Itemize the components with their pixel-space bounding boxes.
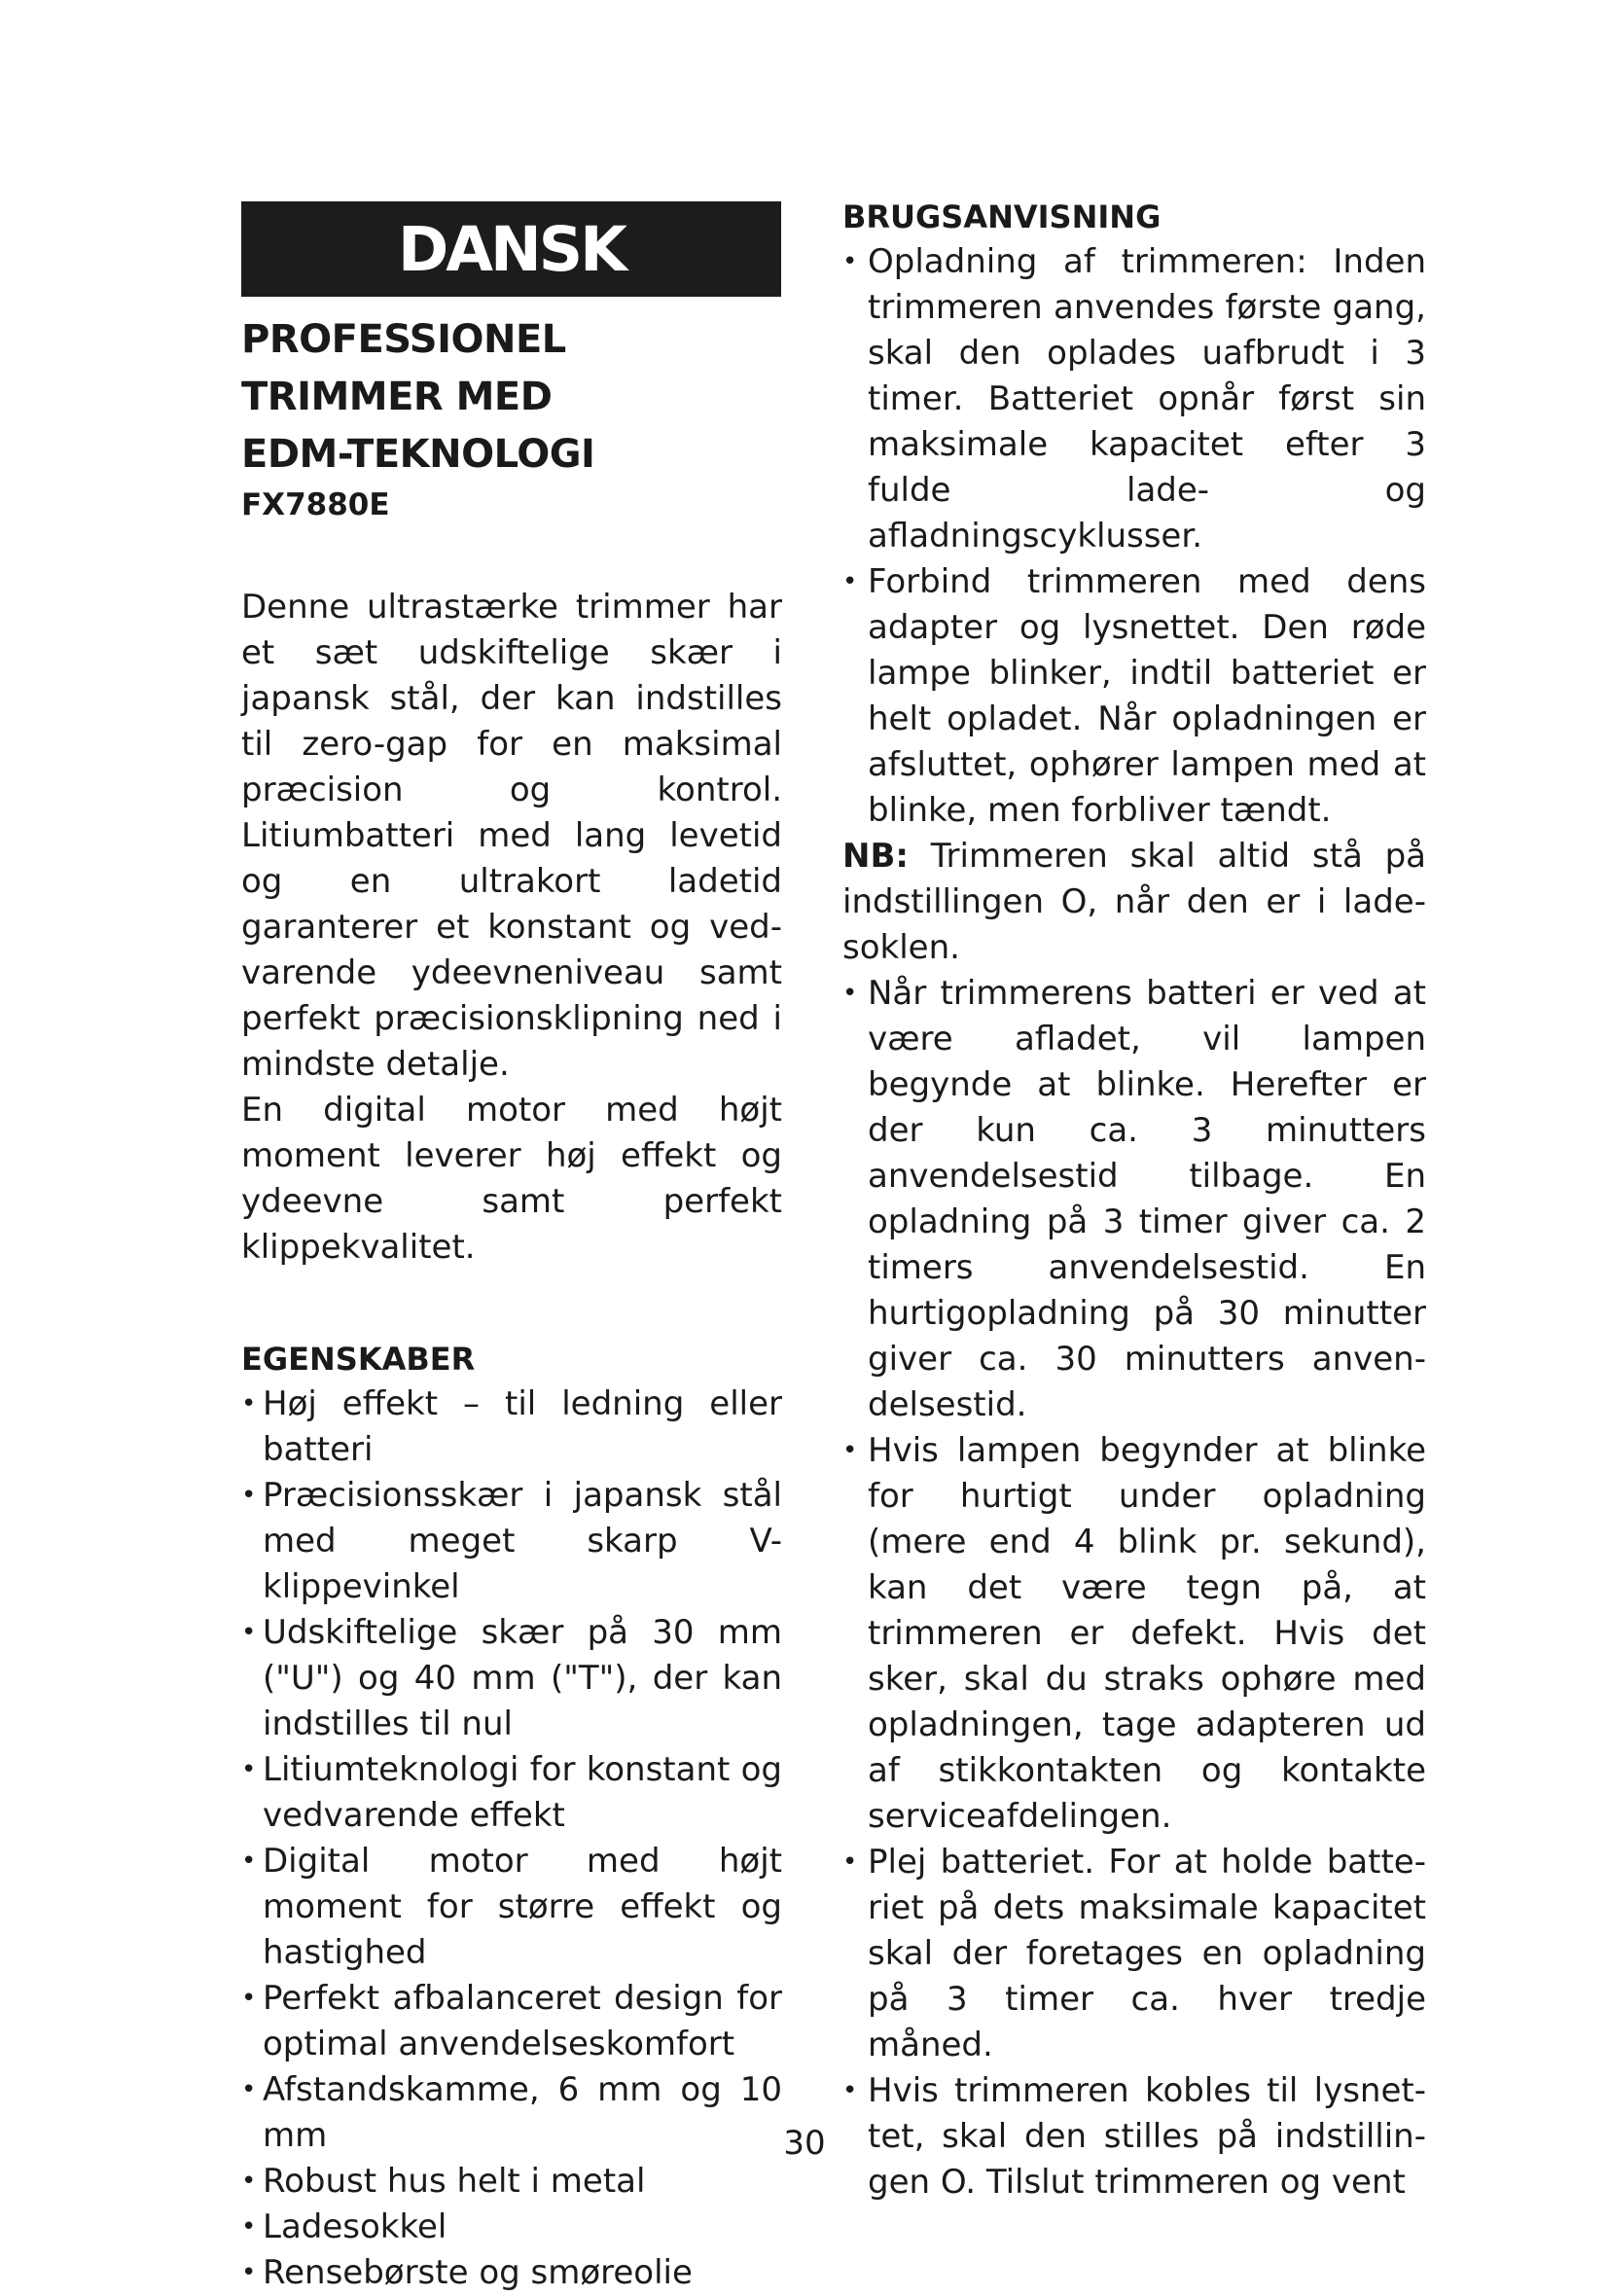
instruction-charging: • Opladning af trimmeren: Inden trimmeren anvendes første gang, skal den oplades uafbrudt i 3 timer. Batteriet opnår først sin maksimale kapacitet efter 3 fulde lade- og afladningscyklusser. xyxy=(842,239,1426,559)
feature-item: • Afstandskamme, 6 mm og 10 mm xyxy=(241,2067,782,2159)
feature-item: • Perfekt afbalanceret design for optimal anvendelseskomfort xyxy=(241,1976,782,2067)
instructions-list xyxy=(842,239,1426,834)
product-title-line-2: TRIMMER MED xyxy=(241,375,553,419)
feature-item: • Præcisionsskær i japansk stål med meget skarp V-klippevinkel xyxy=(241,1473,782,1610)
feature-item: • Rensebørste og smøreolie xyxy=(241,2250,782,2296)
instruction-connect: • Forbind trimmeren med dens adapter og lysnettet. Den røde lampe blinker, indtil batteriet er helt opladet. Når opladningen er afsluttet, ophører lampen med at blinke, men forbliver tændt. xyxy=(842,559,1426,834)
feature-item: • Robust hus helt i metal xyxy=(241,2159,782,2205)
motor-paragraph: En digital motor med højt moment leverer høj effekt og ydeevne samt perfekt klippekvalitet. xyxy=(241,1091,782,1267)
page-number: 30 xyxy=(783,2124,826,2163)
instruction-battery-care: • Plej batteriet. For at holde batteriet på dets maksimale kapacitet skal der foretages en opladning på 3 timer ca. hver tredje måned. xyxy=(842,1840,1426,2068)
nb-text: Trimmeren skal altid stå på indstillingen O, når den er i ladesoklen. xyxy=(842,837,1426,967)
product-title xyxy=(241,311,782,484)
intro-paragraph: Denne ultrastærke trimmer har et sæt udskiftelige skær i japansk stål, der kan indstilles til zero-gap for en maksimal præcision og kontrol. Litiumbatteri med lang levetid og en ultrakort ladetid garanterer et konstant og vedvarende ydeevneniveau samt perfekt præcisionsklipning ned i mindste detalje. xyxy=(241,588,782,1084)
product-title-line-1: PROFESSIONEL xyxy=(241,317,566,362)
nb-note xyxy=(842,834,1426,971)
nb-label: NB: xyxy=(842,837,909,876)
instruction-battery-low: • Når trimmerens batteri er ved at være afladet, vil lampen begynde at blinke. Herefter er der kun ca. 3 minutters anvendelsestid tilbage. En opladning på 3 timer giver ca. 2 timers anvendelsestid. En hurtigopladning på 30 minutter giver ca. 30 minutters anvendelsestid. xyxy=(842,971,1426,1428)
left-column xyxy=(241,311,782,2296)
instructions-list-continued xyxy=(842,971,1426,2206)
instruction-fast-blink: • Hvis lampen begynder at blinke for hurtigt under opladning (mere end 4 blink pr. sekund), kan det være tegn på, at trimmeren er defekt. Hvis det sker, skal du straks ophøre med opladningen, tage adapteren ud af stikkontakten og kontakte serviceafdelingen. xyxy=(842,1428,1426,1840)
instructions-heading: BRUGSANVISNING xyxy=(842,198,1162,235)
feature-item: • Høj effekt – til ledning eller batteri xyxy=(241,1381,782,1473)
feature-item: • Udskiftelige skær på 30 mm ("U") og 40 mm ("T"), der kan indstilles til nul xyxy=(241,1610,782,1747)
instruction-mains: • Hvis trimmeren kobles til lysnettet, skal den stilles på indstillingen O. Tilslut trimmeren og vent xyxy=(842,2068,1426,2206)
feature-item: • Litiumteknologi for konstant og vedvarende effekt xyxy=(241,1747,782,1839)
language-banner: DANSK xyxy=(241,201,781,297)
product-title-line-3: EDM-TEKNOLOGI xyxy=(241,432,595,477)
feature-item: • Ladesokkel xyxy=(241,2205,782,2250)
right-column xyxy=(842,195,1426,2206)
features-heading: EGENSKABER xyxy=(241,1341,476,1378)
model-number: FX7880E xyxy=(241,487,390,522)
feature-item: • Digital motor med højt moment for større effekt og hastighed xyxy=(241,1839,782,1976)
